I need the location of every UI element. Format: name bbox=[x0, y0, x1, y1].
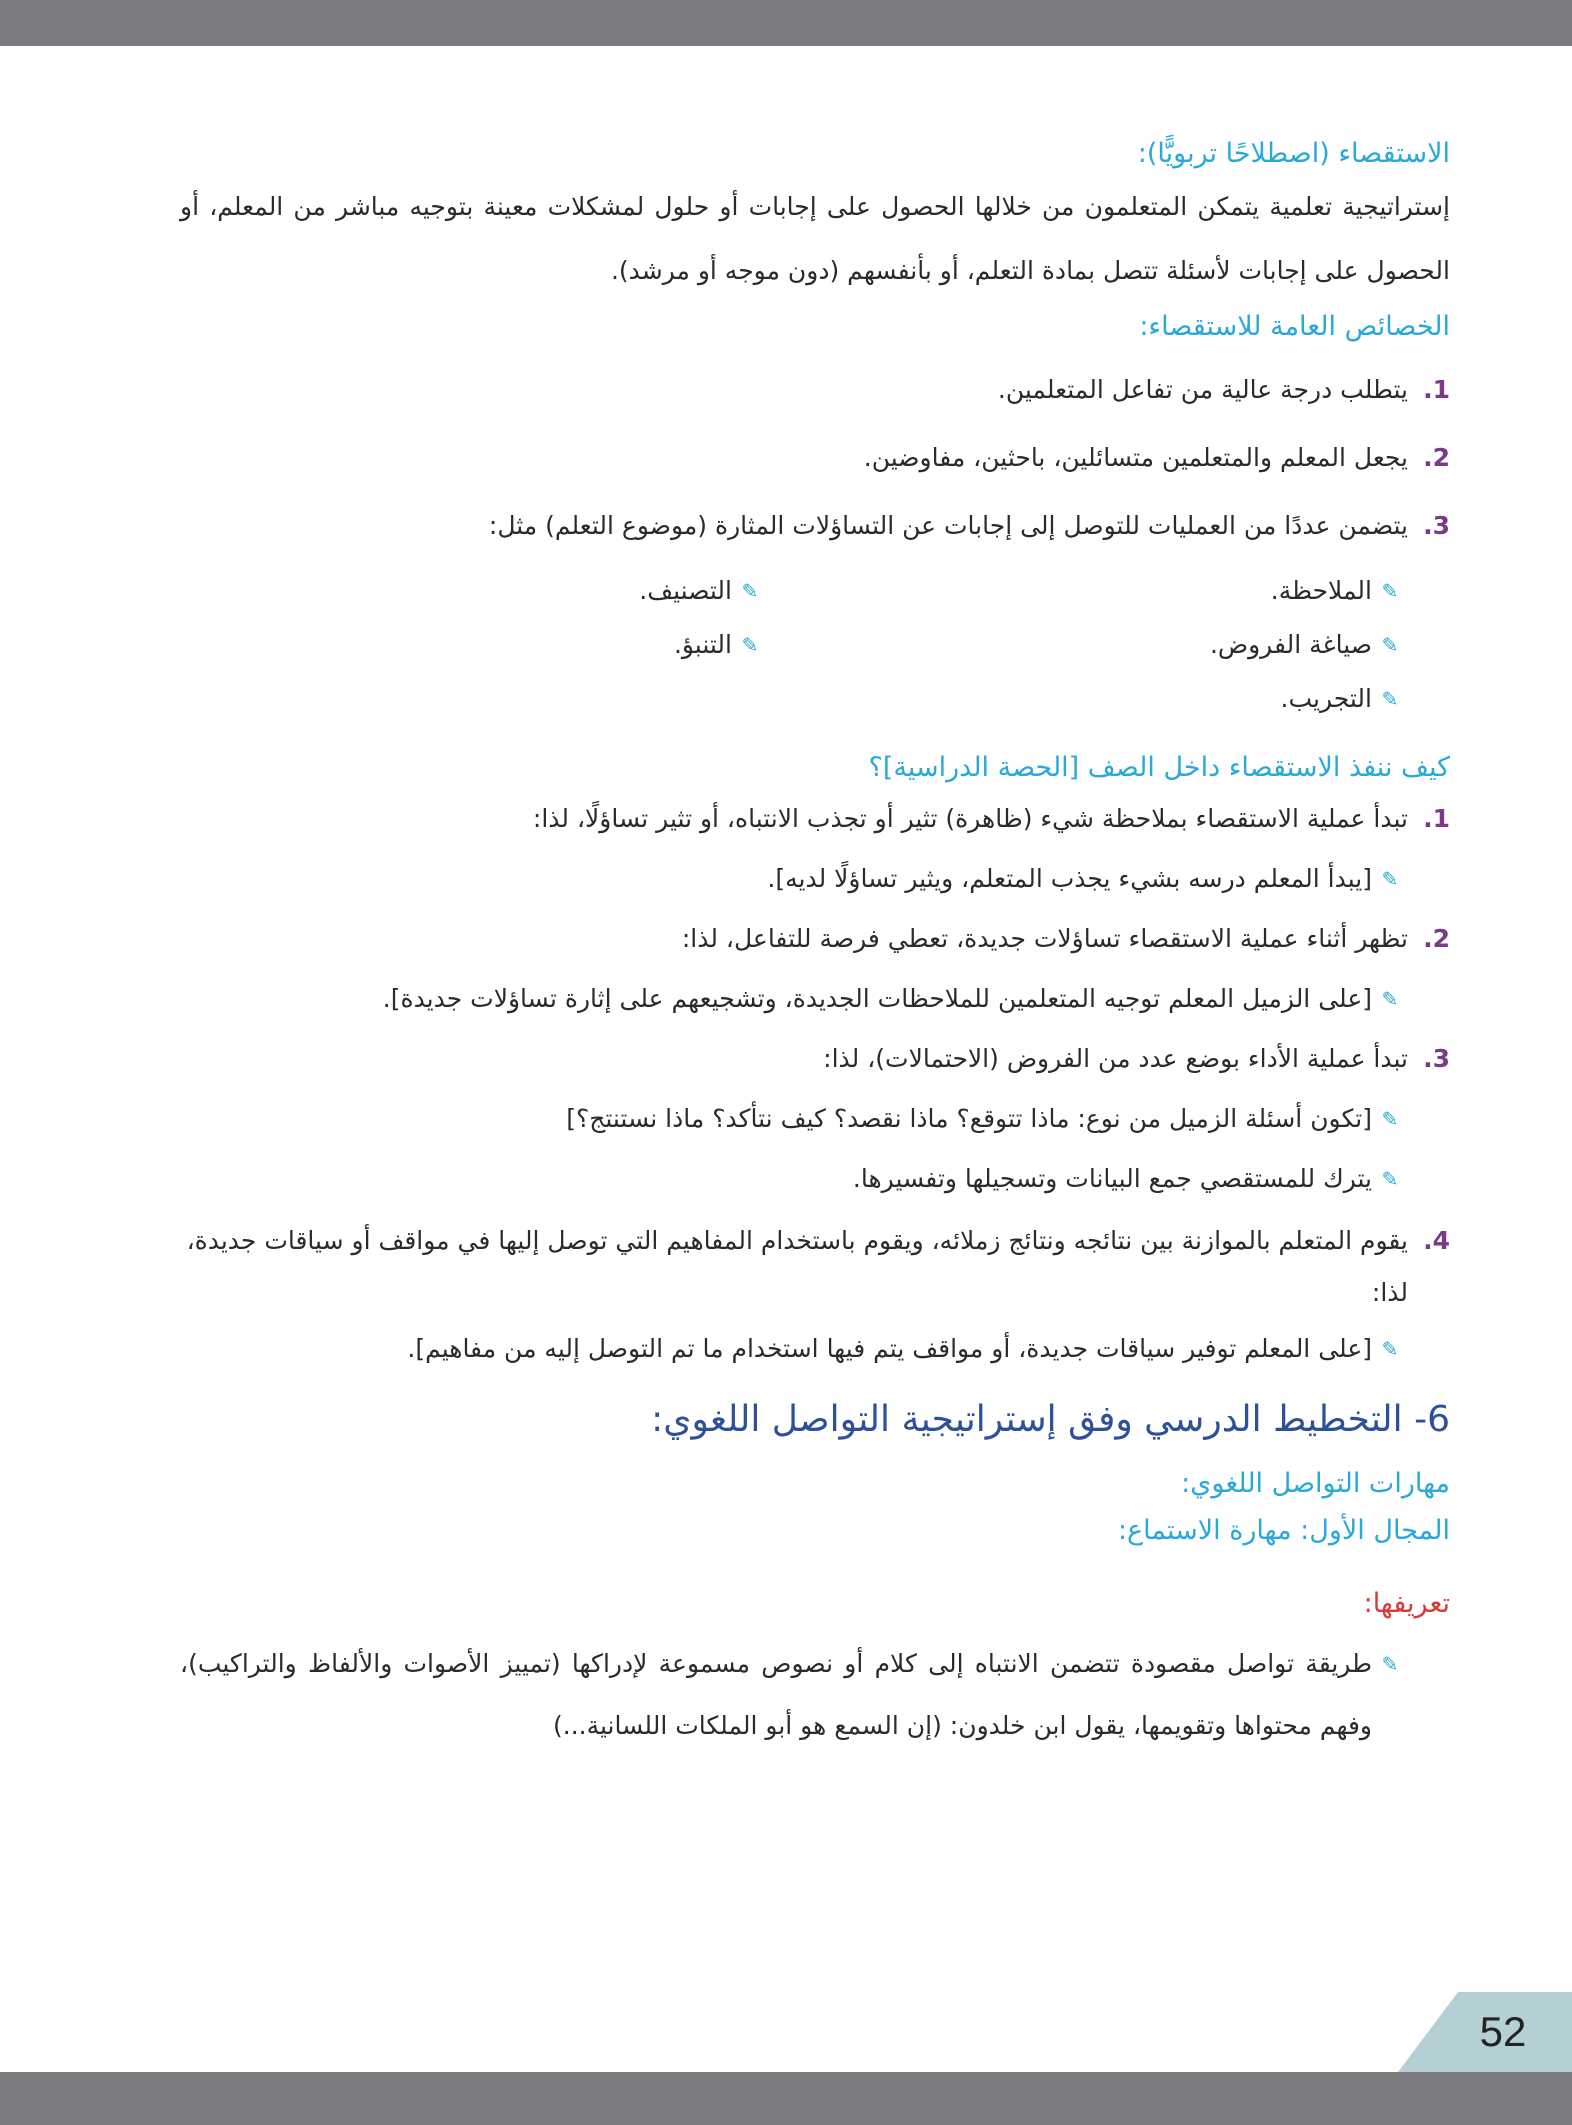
item-text: يتطلب درجة عالية من تفاعل المتعلمين. bbox=[997, 375, 1408, 404]
item-text: يتضمن عددًا من العمليات للتوصل إلى إجابات عن التساؤلات المثارة (موضوع التعلم) مثل: bbox=[488, 511, 1408, 540]
list-item bbox=[248, 618, 768, 672]
item-text: الملاحظة. bbox=[1270, 576, 1372, 605]
item-text: [يبدأ المعلم درسه بشيء يجذب المتعلم، ويثير تساؤلًا لديه]. bbox=[767, 864, 1372, 893]
item-text: صياغة الفروض. bbox=[1209, 630, 1372, 659]
item-text: [على الزميل المعلم توجيه المتعلمين للملاحظات الجديدة، وتشجيعهم على إثارة تساؤلات جديدة]. bbox=[382, 984, 1372, 1013]
list-item bbox=[768, 672, 1408, 726]
pen-icon: ✎ bbox=[1381, 579, 1399, 603]
operations-grid bbox=[180, 564, 1450, 726]
section-heading-language-communication: 6- التخطيط الدرسي وفق إستراتيجية التواصل اللغوي: bbox=[651, 1399, 1450, 1440]
item-text: [على المعلم توفير سياقات جديدة، أو مواقف يتم فيها استخدام ما تم التوصل إليه من مفاهيم]. bbox=[407, 1334, 1372, 1363]
pen-icon: ✎ bbox=[1381, 1337, 1399, 1361]
list-item bbox=[768, 564, 1408, 618]
pen-icon: ✎ bbox=[1381, 633, 1399, 657]
heading-general-characteristics: الخصائص العامة للاستقصاء: bbox=[1139, 311, 1450, 342]
pen-icon: ✎ bbox=[1381, 1167, 1399, 1191]
heading-communication-skills: مهارات التواصل اللغوي: bbox=[1181, 1468, 1450, 1499]
characteristics-list bbox=[180, 356, 1450, 560]
item-number: 3. bbox=[1423, 511, 1450, 540]
item-text: التجريب. bbox=[1280, 684, 1372, 713]
item-number: 1. bbox=[1423, 375, 1450, 404]
heading-inquiry-definition: الاستقصاء (اصطلاحًا تربويًّا): bbox=[1137, 138, 1450, 169]
heading-definition: تعريفها: bbox=[1363, 1588, 1450, 1619]
item-text: [تكون أسئلة الزميل من نوع: ماذا تتوقع؟ ماذا نقصد؟ كيف نتأكد؟ ماذا نستنتج؟] bbox=[566, 1104, 1372, 1133]
page-number: 52 bbox=[1479, 2008, 1527, 2055]
pen-icon: ✎ bbox=[1381, 687, 1399, 711]
heading-listening-skill: المجال الأول: مهارة الاستماع: bbox=[1117, 1515, 1450, 1546]
pen-icon: ✎ bbox=[1381, 1652, 1399, 1676]
item-text: طريقة تواصل مقصودة تتضمن الانتباه إلى كلام أو نصوص مسموعة لإدراكها (تمييز الأصوات والألفاظ والتراكيب)، وفهم محتواها وتقويمها، يقول ابن خلدون: (إن السمع هو أبو الملكات اللسانية...) bbox=[180, 1649, 1372, 1740]
item-text: يجعل المعلم والمتعلمين متسائلين، باحثين، مفاوضين. bbox=[863, 443, 1408, 472]
item-number: 2. bbox=[1423, 924, 1450, 953]
item-number: 3. bbox=[1423, 1044, 1450, 1073]
item-text: يقوم المتعلم بالموازنة بين نتائجه ونتائج زملائه، ويقوم باستخدام المفاهيم التي توصل إليها في مواقف أو سياقات جديدة، لذا: bbox=[186, 1226, 1408, 1307]
pen-icon: ✎ bbox=[1381, 987, 1399, 1011]
item-text: التصنيف. bbox=[639, 576, 732, 605]
top-bar bbox=[0, 0, 1572, 46]
list-item bbox=[180, 1209, 1450, 1319]
list-item bbox=[180, 1149, 1450, 1209]
item-text: تظهر أثناء عملية الاستقصاء تساؤلات جديدة، تعطي فرصة للتفاعل، لذا: bbox=[681, 924, 1408, 953]
item-number: 1. bbox=[1423, 804, 1450, 833]
list-item bbox=[180, 1633, 1450, 1757]
implementation-list bbox=[180, 789, 1450, 1379]
item-number: 4. bbox=[1423, 1226, 1450, 1255]
list-item bbox=[180, 909, 1450, 969]
page-content bbox=[180, 120, 1450, 1757]
item-text: تبدأ عملية الاستقصاء بملاحظة شيء (ظاهرة) تثير أو تجذب الانتباه، أو تثير تساؤلًا، لذا: bbox=[532, 804, 1408, 833]
list-item bbox=[180, 356, 1450, 424]
item-number: 2. bbox=[1423, 443, 1450, 472]
list-item bbox=[768, 618, 1408, 672]
list-item bbox=[180, 789, 1450, 849]
item-text: التنبؤ. bbox=[673, 630, 732, 659]
list-item bbox=[180, 1089, 1450, 1149]
item-text: تبدأ عملية الأداء بوضع عدد من الفروض (الاحتمالات)، لذا: bbox=[823, 1044, 1408, 1073]
pen-icon: ✎ bbox=[1381, 867, 1399, 891]
list-item bbox=[180, 492, 1450, 560]
pen-icon: ✎ bbox=[741, 579, 759, 603]
pen-icon: ✎ bbox=[1381, 1107, 1399, 1131]
list-item bbox=[180, 1319, 1450, 1379]
list-item bbox=[180, 424, 1450, 492]
pen-icon: ✎ bbox=[741, 633, 759, 657]
list-item bbox=[248, 564, 768, 618]
list-item bbox=[180, 849, 1450, 909]
list-item bbox=[180, 1029, 1450, 1089]
list-item bbox=[180, 969, 1450, 1029]
item-text: يترك للمستقصي جمع البيانات وتسجيلها وتفسيرها. bbox=[852, 1164, 1372, 1193]
bottom-bar bbox=[0, 2072, 1572, 2125]
heading-implementation: كيف ننفذ الاستقصاء داخل الصف [الحصة الدراسية]؟ bbox=[868, 752, 1450, 783]
inquiry-definition-text: إستراتيجية تعلمية يتمكن المتعلمون من خلالها الحصول على إجابات أو حلول لمشكلات معينة بتوجيه مباشر من المعلم، أو الحصول على إجابات لأسئلة تتصل بمادة التعلم، أو بأنفسهم (دون موجه أو مرشد). bbox=[180, 192, 1450, 285]
